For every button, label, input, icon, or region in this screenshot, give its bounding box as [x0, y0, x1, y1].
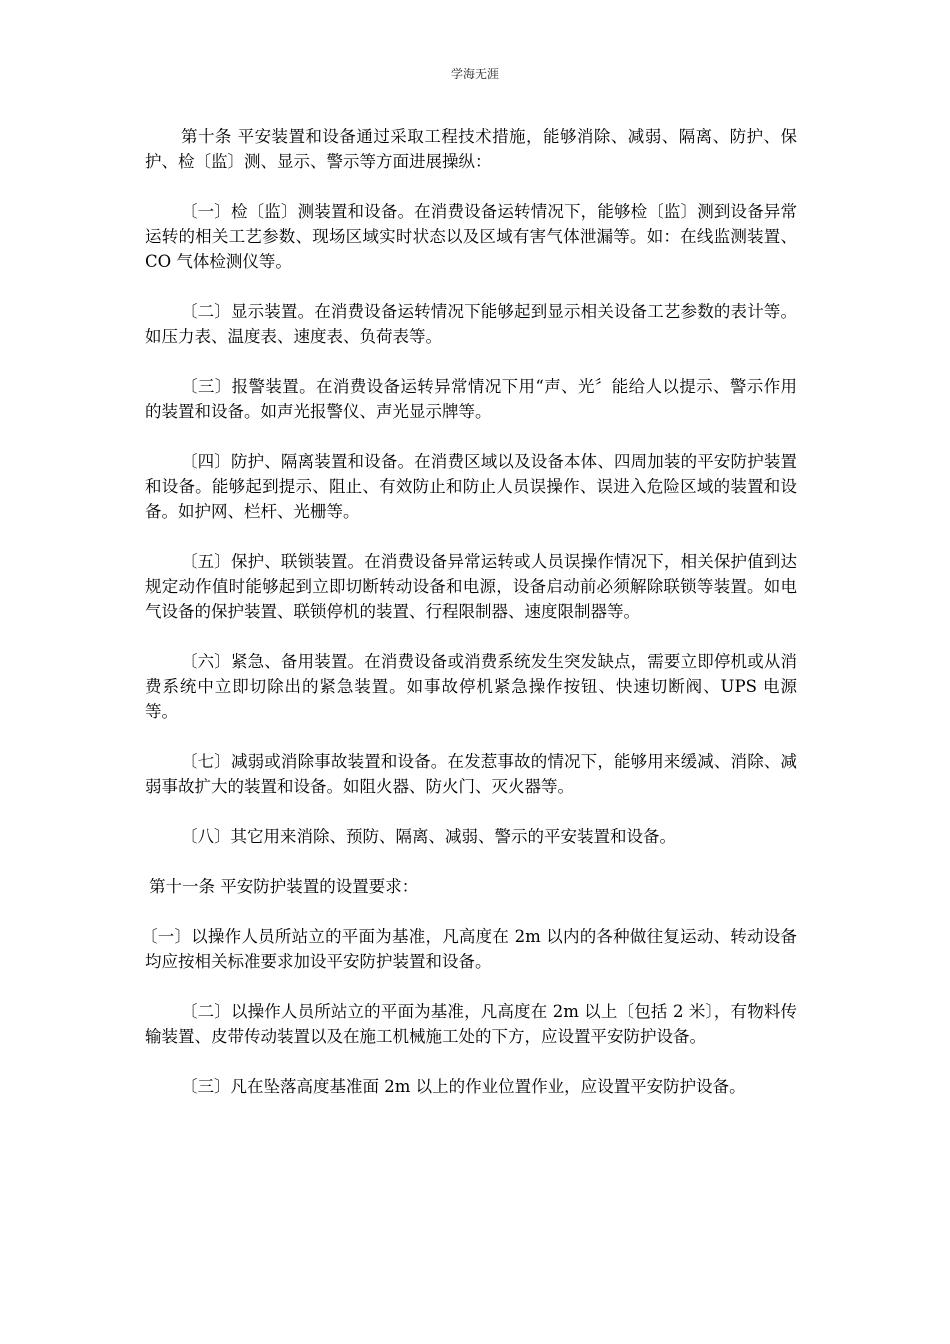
- requirement-1: 〔一〕以操作人员所站立的平面为基准，凡高度在 2m 以内的各种做往复运动、转动设备均应按相关标准要求加设平安防护装置和设备。: [141, 927, 797, 971]
- requirement-2: 〔二〕以操作人员所站立的平面为基准，凡高度在 2m 以上〔包括 2 米〕，有物料传输装置、皮带传动装置以及在施工机械施工处的下方，应设置平安防护设备。: [145, 1002, 797, 1046]
- item-5-interlock: 〔五〕保护、联锁装置。在消费设备异常运转或人员误操作情况下，相关保护值到达规定动作值时能够起到立即切断转动设备和电源，设备启动前必须解除联锁等装置。如电气设备的保护装置、联锁停机的装置、行程限制器、速度限制器等。: [145, 552, 797, 621]
- item-6-emergency: 〔六〕紧急、备用装置。在消费设备或消费系统发生突发缺点，需要立即停机或从消费系统中立即切除出的紧急装置。如事故停机紧急操作按钮、快速切断阀、UPS 电源等。: [145, 652, 797, 721]
- item-3-alarm: 〔三〕报警装置。在消费设备运转异常情况下用“声、光〞能给人以提示、警示作用的装置和设备。如声光报警仪、声光显示牌等。: [145, 377, 797, 421]
- article-11-heading: 第十一条 平安防护装置的设置要求：: [149, 877, 419, 896]
- item-1-monitoring: 〔一〕检〔监〕测装置和设备。在消费设备运转情况下，能够检〔监〕测到设备异常运转的相关工艺参数、现场区域实时状态以及区域有害气体泄漏等。如：在线监测装置、CO 气体检测仪等。: [145, 202, 797, 271]
- document-body: [141, 124, 797, 1124]
- article-10-intro: 第十条 平安装置和设备通过采取工程技术措施，能够消除、减弱、隔离、防护、保护、检〔监〕测、显示、警示等方面进展操纵：: [145, 127, 797, 171]
- requirement-3: 〔三〕凡在坠落高度基准面 2m 以上的作业位置作业，应设置平安防护设备。: [181, 1077, 746, 1096]
- item-2-display: 〔二〕显示装置。在消费设备运转情况下能够起到显示相关设备工艺参数的表计等。如压力表、温度表、速度表、负荷表等。: [145, 302, 797, 346]
- item-4-protection-isolation: 〔四〕防护、隔离装置和设备。在消费区域以及设备本体、四周加装的平安防护装置和设备。能够起到提示、阻止、有效防止和防止人员误操作、误进入危险区域的装置和设备。如护网、栏杆、光栅等。: [145, 452, 797, 521]
- item-7-accident-reduction: 〔七〕减弱或消除事故装置和设备。在发惹事故的情况下，能够用来缓减、消除、减弱事故扩大的装置和设备。如阻火器、防火门、灭火器等。: [145, 752, 797, 796]
- page-header: 学海无涯: [450, 67, 499, 81]
- item-8-other: 〔八〕其它用来消除、预防、隔离、减弱、警示的平安装置和设备。: [181, 827, 676, 846]
